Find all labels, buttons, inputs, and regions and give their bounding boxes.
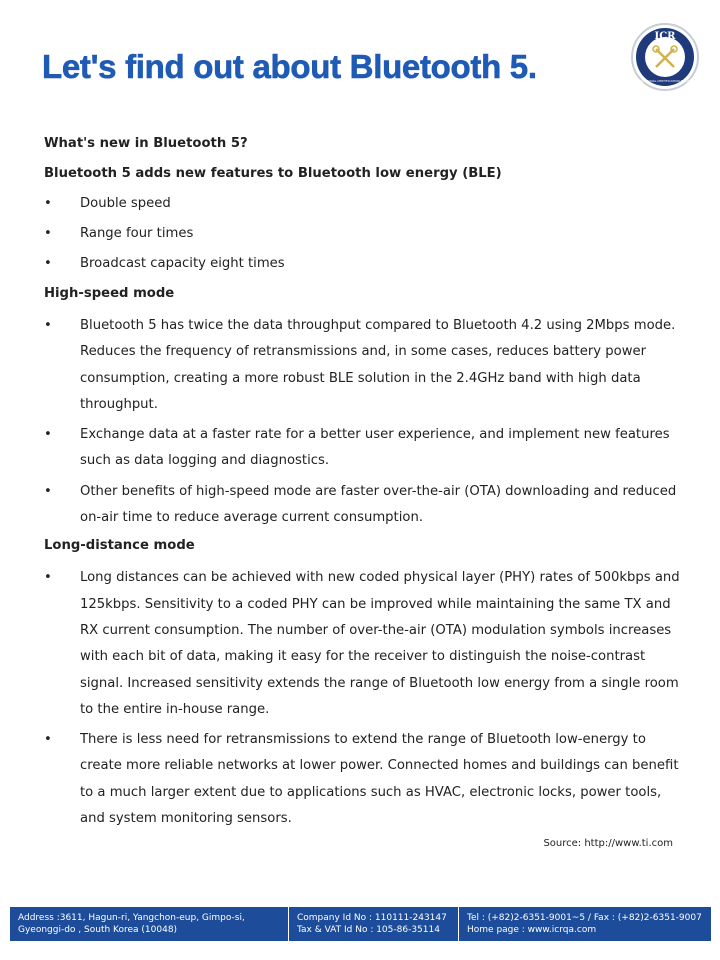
svg-text:ICR: ICR — [654, 31, 676, 42]
bullet-icon: • — [44, 226, 52, 241]
footer-bar — [10, 907, 711, 941]
list-item: • Double speed — [44, 193, 680, 223]
bullet-icon: • — [44, 732, 52, 748]
bullet-icon: • — [44, 256, 52, 271]
list-item: • Range four times — [44, 223, 680, 253]
footer-contact: Tel : (+82)2-6351-9001~5 / Fax : (+82)2-6351-9007 Home page : www.icrqa.com — [458, 907, 711, 941]
bullet-icon: • — [44, 318, 52, 333]
homepage-link[interactable]: Home page : www.icrqa.com — [467, 925, 597, 935]
section-heading: Long-distance mode — [44, 538, 195, 554]
bullet-icon: • — [44, 427, 52, 443]
list-item: • Long distances can be achieved with new coded physical layer (PHY) rates of 500kbps and 125kbps. Sensitivity to a coded PHY can be improved while maintaining the same TX and RX current consumption. The number of over-the-air (OTA) modulation symbols increases with each bit of data, making it easy for the receiver to distinguish the noise-contrast signal. Increased sensitivity extends the range of Bluetooth low energy from a single room to the entire in-house range. — [44, 565, 680, 723]
footer-company-ids: Company Id No : 110111-243147 Tax & VAT Id No : 105-86-35114 — [288, 907, 458, 941]
bullet-icon: • — [44, 483, 52, 499]
section-heading: High-speed mode — [44, 286, 175, 301]
article-body — [44, 133, 680, 836]
svg-text:INTERNATIONAL CERTIFICATION RE: INTERNATIONAL CERTIFICATION REGISTRAR — [632, 79, 698, 83]
list-item: • There is less need for retransmissions to extend the range of Bluetooth low-energy to create more reliable networks at lower power. Connected homes and buildings can benefit to a much larger extent due to applications such as HVAC, electronic locks, power tools, and system monitoring sensors. — [44, 727, 680, 832]
list-item: • Bluetooth 5 has twice the data throughput compared to Bluetooth 4.2 using 2Mbps mode. Reduces the frequency of retransmissions and, in some cases, reduces battery power consumption, creating a more robust BLE solution in the 2.4GHz band with high data throughput. — [44, 313, 680, 418]
page-title: Let's find out about Bluetooth 5. — [42, 48, 537, 85]
list-item: • Other benefits of high-speed mode are faster over-the-air (OTA) downloading and reduced on-air time to reduce average current consumption. — [44, 479, 680, 532]
source-citation: Source: http://www.ti.com — [543, 838, 673, 849]
footer-address: Address :3611, Hagun-ri, Yangchon-eup, Gimpo-si, Gyeonggi-do , South Korea (10048) — [18, 913, 245, 935]
bullet-icon: • — [44, 196, 52, 211]
icr-logo — [630, 22, 700, 92]
bullet-icon: • — [44, 570, 52, 586]
list-item: • Exchange data at a faster rate for a better user experience, and implement new features such as data logging and diagnostics. — [44, 422, 680, 475]
list-item: • Broadcast capacity eight times — [44, 253, 680, 283]
section-heading: Bluetooth 5 adds new features to Bluetooth low energy (BLE) — [44, 166, 502, 181]
section-heading: What's new in Bluetooth 5? — [44, 136, 248, 151]
